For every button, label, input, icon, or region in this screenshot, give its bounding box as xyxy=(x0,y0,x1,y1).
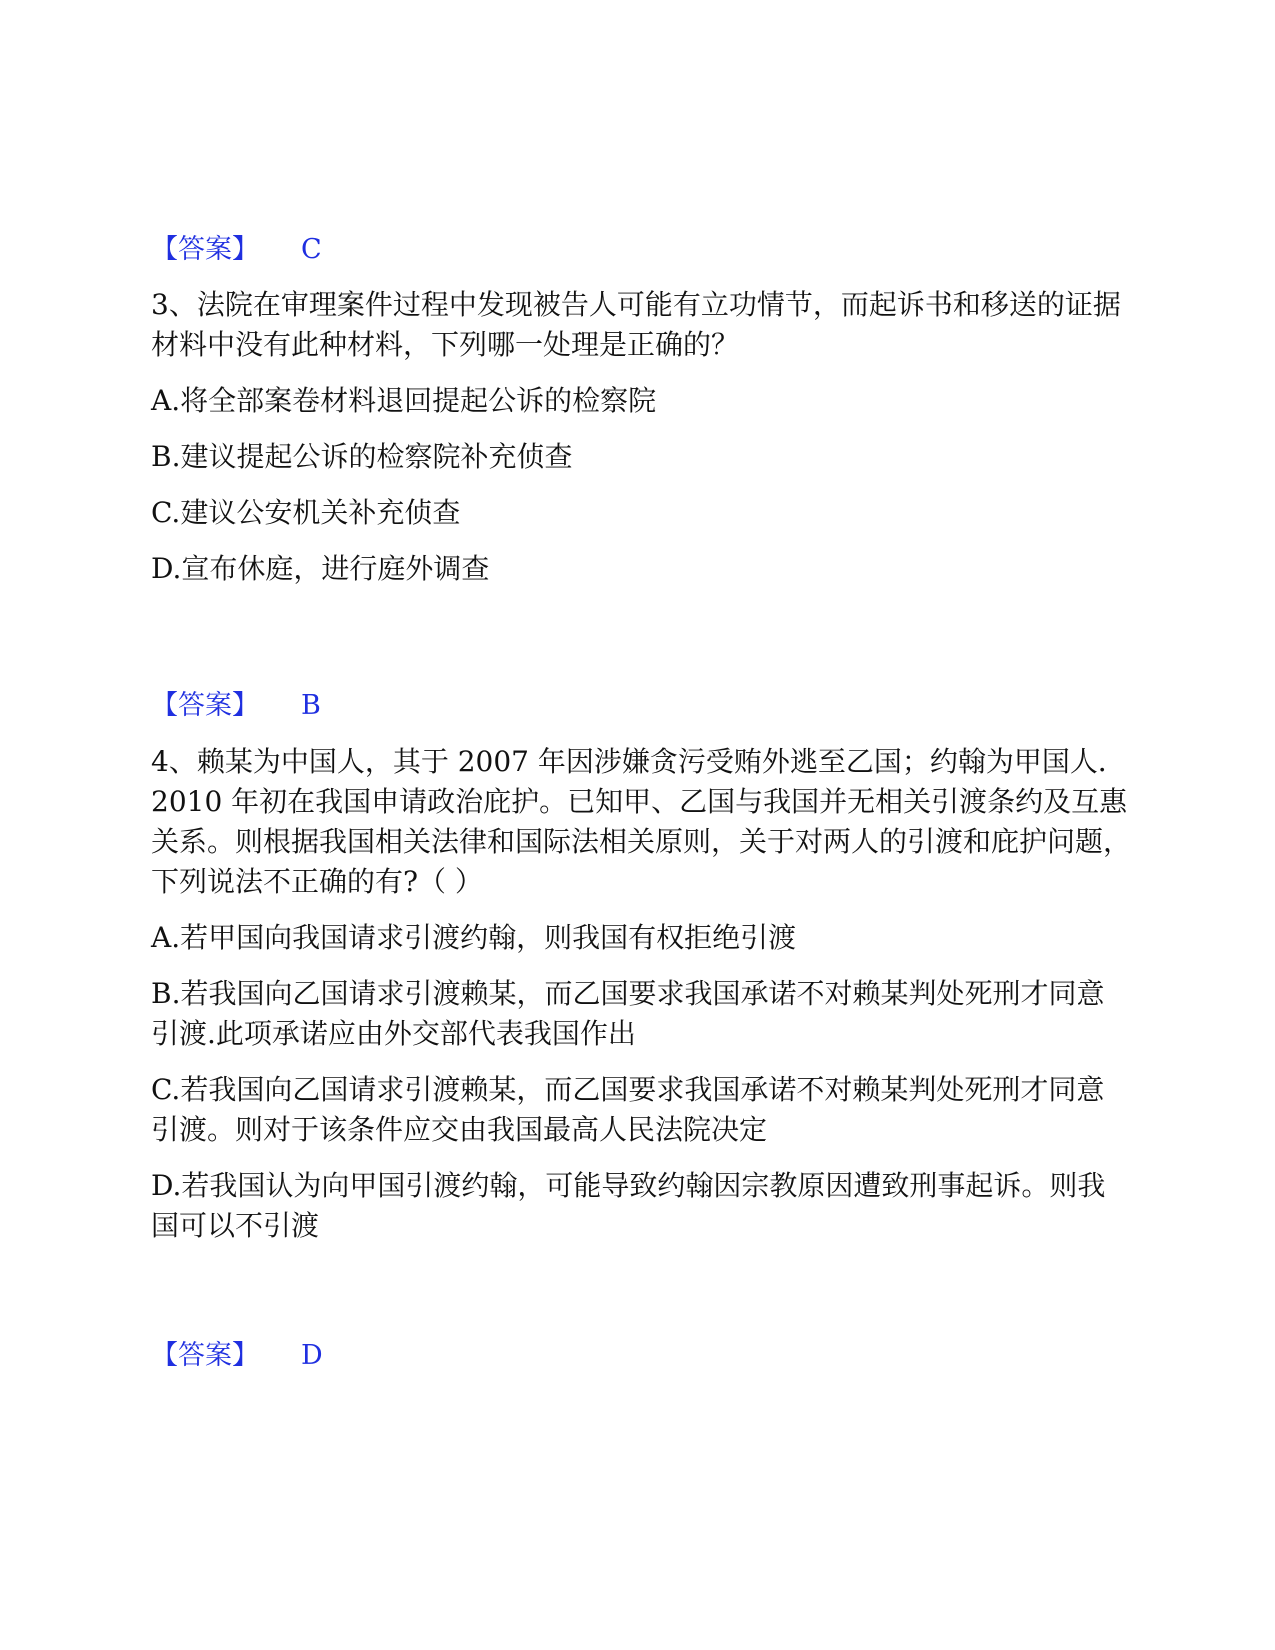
question-4 xyxy=(151,742,1131,1246)
option-b: B.建议提起公诉的检察院补充侦查 xyxy=(151,440,573,473)
option-c: C.建议公安机关补充侦查 xyxy=(151,496,461,529)
option-a: A.若甲国向我国请求引渡约翰，则我国有权拒绝引渡 xyxy=(151,921,797,954)
answer-value: C xyxy=(301,234,322,265)
answer-label: 【答案】 xyxy=(151,234,259,265)
question-3 xyxy=(151,285,1131,589)
option-d: D.若我国认为向甲国引渡约翰，可能导致约翰因宗教原因遭致刑事起诉。则我国可以不引渡 xyxy=(151,1169,1106,1242)
answer-value: B xyxy=(301,690,321,721)
answer-label: 【答案】 xyxy=(151,1340,259,1371)
answer-label: 【答案】 xyxy=(151,690,259,721)
option-d: D.宣布休庭，进行庭外调查 xyxy=(151,552,490,585)
answer-line xyxy=(151,230,1131,270)
answer-line xyxy=(151,1336,1131,1376)
option-c: C.若我国向乙国请求引渡赖某，而乙国要求我国承诺不对赖某判处死刑才同意引渡。则对于该条件应交由我国最高人民法院决定 xyxy=(151,1073,1105,1146)
question-text: 4、赖某为中国人，其于 2007 年因涉嫌贪污受贿外逃至乙国；约翰为甲国人．2010 年初在我国申请政治庇护。已知甲、乙国与我国并无相关引渡条约及互惠关系。则根据我国相关法律和国际法相关原则，关于对两人的引渡和庇护问题，下列说法不正确的有?（ ） xyxy=(151,745,1132,898)
option-b: B.若我国向乙国请求引渡赖某，而乙国要求我国承诺不对赖某判处死刑才同意引渡.此项承诺应由外交部代表我国作出 xyxy=(151,977,1105,1050)
answer-value: D xyxy=(301,1340,323,1371)
question-text: 3、法院在审理案件过程中发现被告人可能有立功情节，而起诉书和移送的证据材料中没有此种材料，下列哪一处理是正确的？ xyxy=(151,288,1121,361)
option-a: A.将全部案卷材料退回提起公诉的检察院 xyxy=(151,384,657,417)
answer-line xyxy=(151,686,1131,726)
